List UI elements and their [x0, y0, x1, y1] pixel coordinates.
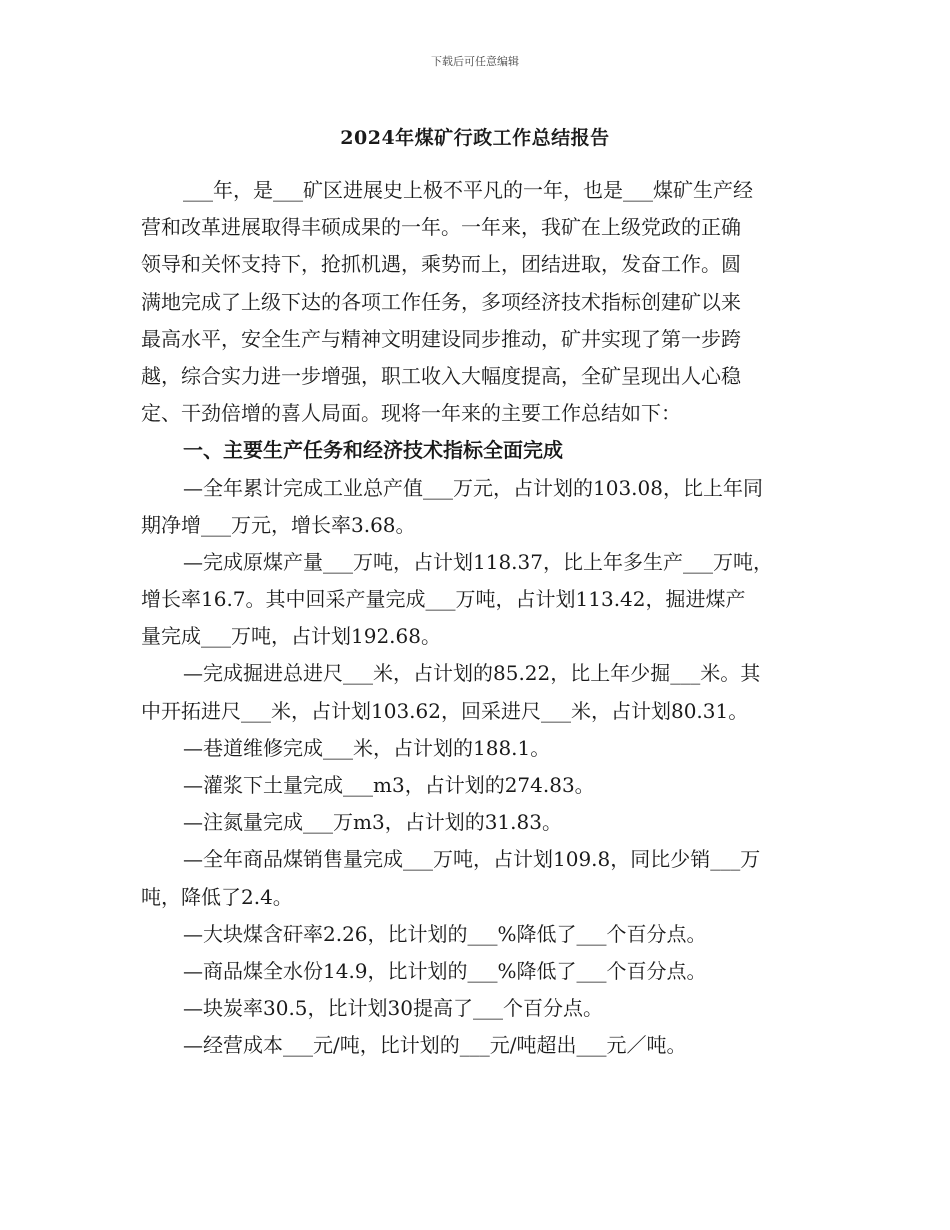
- paragraph-line: 期净增___万元，增长率3.68。: [141, 512, 416, 537]
- paragraph-line: —商品煤全水份14.9，比计划的___%降低了___个百分点。: [183, 958, 707, 983]
- paragraph-line: 吨，降低了2.4。: [141, 884, 293, 909]
- paragraph-line: 增长率16.7。其中回采产量完成___万吨，占计划113.42，掘进煤产: [141, 587, 746, 612]
- paragraph-line: 定、干劲倍增的喜人局面。现将一年来的主要工作总结如下：: [141, 401, 681, 426]
- header-note: 下载后可任意编辑: [431, 55, 519, 68]
- paragraph-line: —经营成本___元/吨，比计划的___元/吨超出___元／吨。: [183, 1033, 687, 1058]
- paragraph-line: —大块煤含矸率2.26，比计划的___%降低了___个百分点。: [183, 921, 707, 946]
- paragraph-line: 中开拓进尺___米，占计划103.62，回采进尺___米，占计划80.31。: [141, 698, 749, 723]
- paragraph-line: ___年，是___矿区进展史上极不平凡的一年，也是___煤矿生产经: [183, 178, 753, 202]
- paragraph-line: 越，综合实力进一步增强，职工收入大幅度提高，全矿呈现出人心稳: [141, 363, 741, 388]
- paragraph-line: —巷道维修完成___米，占计划的188.1。: [183, 735, 551, 760]
- document-body: [141, 172, 821, 1065]
- document-title: 2024年煤矿行政工作总结报告: [340, 127, 610, 149]
- paragraph-line: —注氮量完成___万m3，占计划的31.83。: [183, 810, 562, 835]
- paragraph-line: —块炭率30.5，比计划30提高了___个百分点。: [183, 996, 603, 1021]
- section-heading: 一、主要生产任务和经济技术指标全面完成: [183, 438, 563, 463]
- paragraph-line: —完成掘进总进尺___米，占计划的85.22，比上年少掘___米。其: [183, 661, 761, 686]
- paragraph-line: 营和改革进展取得丰硕成果的一年。一年来，我矿在上级党政的正确: [141, 215, 741, 240]
- paragraph-line: 最高水平，安全生产与精神文明建设同步推动，矿井实现了第一步跨: [141, 326, 741, 351]
- paragraph-line: —完成原煤产量___万吨，占计划118.37，比上年多生产___万吨，: [183, 549, 773, 574]
- paragraph-line: —全年商品煤销售量完成___万吨，占计划109.8，同比少销___万: [183, 847, 761, 872]
- paragraph-line: —全年累计完成工业总产值___万元，占计划的103.08，比上年同: [183, 475, 763, 500]
- paragraph-line: —灌浆下土量完成___m3，占计划的274.83。: [183, 773, 595, 797]
- paragraph-line: 满地完成了上级下达的各项工作任务，多项经济技术指标创建矿以来: [141, 289, 741, 314]
- paragraph-line: 领导和关怀支持下，抢抓机遇，乘势而上，团结进取，发奋工作。圆: [141, 252, 741, 277]
- paragraph-line: 量完成___万吨，占计划192.68。: [141, 624, 441, 649]
